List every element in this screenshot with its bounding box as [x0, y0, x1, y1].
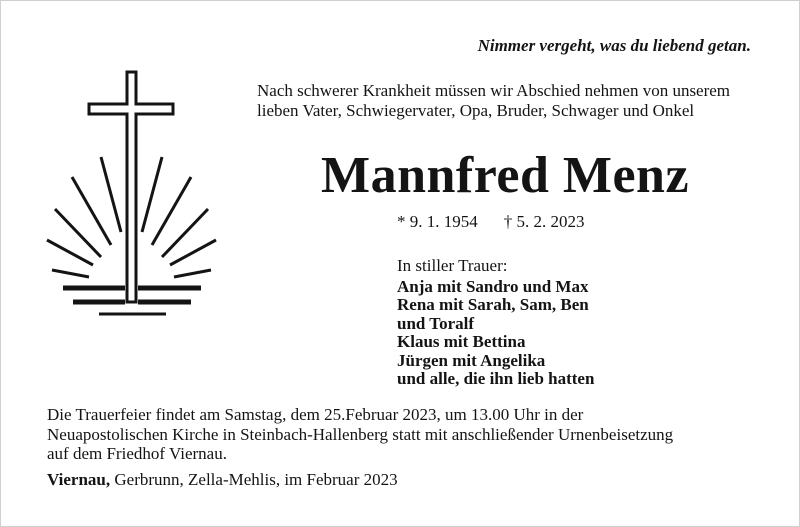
- life-dates: [397, 212, 585, 232]
- intro-line: Nach schwerer Krankheit müssen wir Abschied nehmen von unserem: [257, 81, 731, 100]
- place-and-date: [47, 470, 398, 490]
- deceased-name: Mannfred Menz: [321, 147, 690, 204]
- ceremony-line: Neuapostolischen Kirche in Steinbach-Hallenberg statt mit anschließender Urnenbeisetzung: [47, 424, 674, 444]
- mourner-line: Rena mit Sarah, Sam, Ben: [397, 295, 589, 315]
- intro-line: lieben Vater, Schwiegervater, Opa, Bruder, Schwager und Onkel: [257, 101, 695, 120]
- motto: Nimmer vergeht, was du liebend getan.: [477, 36, 751, 55]
- ceremony-line: Die Trauerfeier findet am Samstag, dem 25.Februar 2023, um 13.00 Uhr in der: [47, 405, 584, 424]
- mourning-heading: In stiller Trauer:: [397, 256, 508, 275]
- intro-text: [257, 81, 767, 121]
- mourner-line: und Toralf: [397, 313, 475, 333]
- mourners-list: [397, 278, 594, 388]
- mourner-line: Anja mit Sandro und Max: [397, 277, 589, 296]
- death-date: † 5. 2. 2023: [503, 212, 585, 231]
- ceremony-line: auf dem Friedhof Viernau.: [47, 444, 227, 464]
- cross-sunrise-emblem-icon: [41, 67, 241, 332]
- footer-place: Viernau,: [47, 470, 111, 489]
- birth-date: * 9. 1. 1954: [397, 212, 478, 231]
- footer-rest: Gerbrunn, Zella-Mehlis, im Februar 2023: [110, 470, 398, 489]
- mourner-line: Klaus mit Bettina: [397, 332, 526, 352]
- mourner-line: und alle, die ihn lieb hatten: [397, 369, 595, 389]
- ceremony-details: [47, 405, 767, 464]
- mourner-line: Jürgen mit Angelika: [397, 350, 546, 370]
